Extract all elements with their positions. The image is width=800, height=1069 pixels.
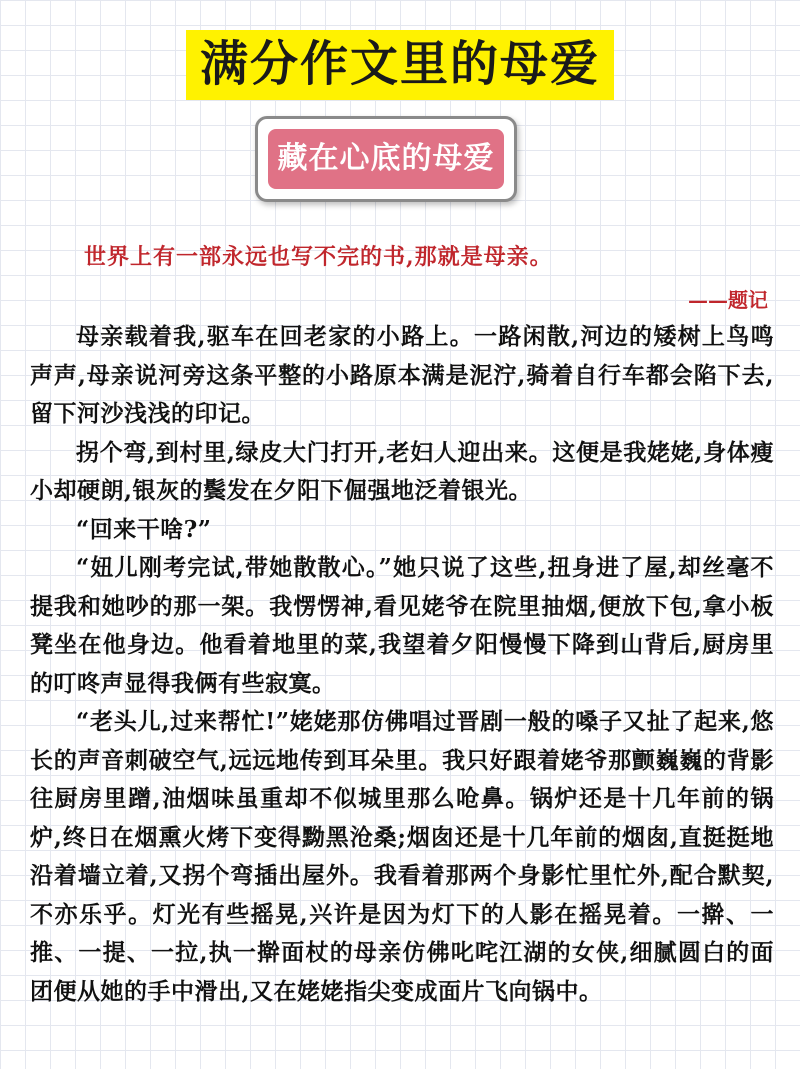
page-title: 满分作文里的母爱 <box>186 30 614 100</box>
epigraph-signature: ——题记 <box>688 288 768 312</box>
paragraph-1: 母亲载着我,驱车在回老家的小路上。一路闲散,河边的矮树上鸟鸣声声,母亲说河旁这条平整的小路原本满是泥泞,骑着自行车都会陷下去,留下河沙浅浅的印记。 <box>30 323 774 427</box>
paragraph-4: “妞儿刚考完试,带她散散心。”她只说了这些,扭身进了屋,却丝毫不提我和她吵的那一架。我愣愣神,看见姥爷在院里抽烟,便放下包,拿小板凳坐在他身边。他看着地里的菜,我望着夕阳慢慢下降到山背后,厨房里的叮咚声显得我俩有些寂寞。 <box>30 554 774 697</box>
paragraph-3: “回来干啥?” <box>76 515 212 543</box>
paragraph-2: 拐个弯,到村里,绿皮大门打开,老妇人迎出来。这便是我姥姥,身体瘦小却硬朗,银灰的鬓发在夕阳下倔强地泛着银光。 <box>30 438 774 504</box>
title-container <box>0 30 800 100</box>
article-body <box>30 318 774 1011</box>
epigraph-text: 世界上有一部永远也写不完的书,那就是母亲。 <box>84 244 553 270</box>
subtitle-frame <box>255 116 517 202</box>
article-subtitle: 藏在心底的母爱 <box>268 129 504 189</box>
paragraph-5: “老头儿,过来帮忙!”姥姥那仿佛唱过晋剧一般的嗓子又扯了起来,悠长的声音刺破空气,远远地传到耳朵里。我只好跟着姥爷那颤巍巍的背影往厨房里蹭,油烟味虽重却不似城里那么呛鼻。锅炉还是十几年前的锅炉,终日在烟熏火烤下变得黝黑沧桑;烟囱还是十几年前的烟囱,直挺挺地沿着墙立着,又拐个弯插出屋外。我看着那两个身影忙里忙外,配合默契,不亦乐乎。灯光有些摇晃,兴许是因为灯下的人影在摇晃着。一擀、一推、一提、一拉,执一擀面杖的母亲仿佛叱咤江湖的女侠,细腻圆白的面团便从她的手中滑出,又在姥姥指尖变成面片飞向锅中。 <box>30 708 774 1005</box>
